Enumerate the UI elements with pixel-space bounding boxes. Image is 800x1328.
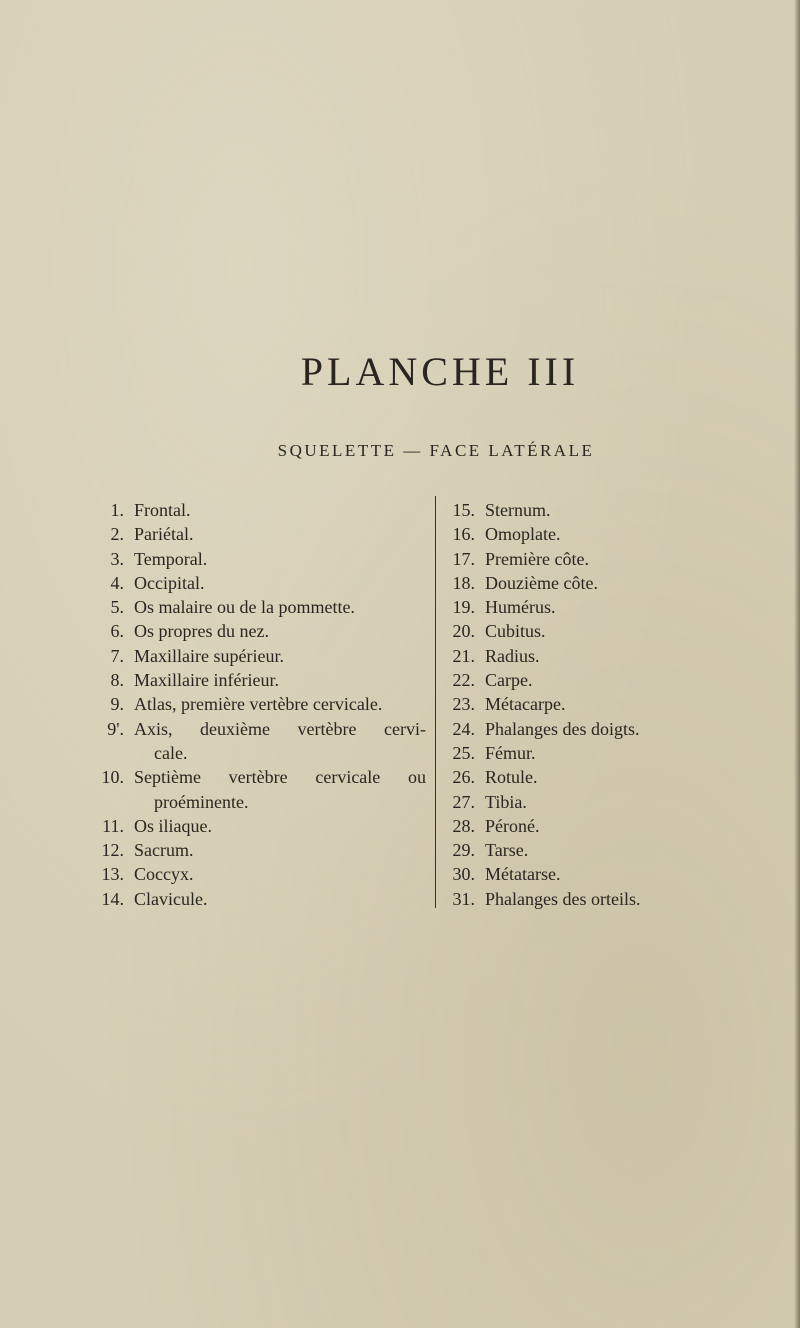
entry-label: Frontal. bbox=[134, 500, 191, 520]
entry-number: 9'. bbox=[107, 718, 124, 739]
entry-label: Omoplate. bbox=[485, 524, 561, 545]
entry-number: 17. bbox=[452, 548, 475, 569]
legend-entry bbox=[440, 668, 770, 692]
entry-label: Douzième côte. bbox=[485, 572, 598, 593]
entry-label: Os propres du nez. bbox=[134, 621, 269, 642]
plate-subtitle: SQUELETTE — FACE LATÉRALE bbox=[277, 441, 595, 460]
legend-entry bbox=[96, 862, 426, 886]
entry-number: 30. bbox=[452, 864, 475, 885]
entry-label: Clavicule. bbox=[134, 888, 208, 909]
plate-title: PLANCHE III bbox=[300, 349, 580, 394]
entry-label: Tibia. bbox=[485, 791, 527, 812]
legend-entry bbox=[96, 571, 426, 595]
entry-label: Tarse. bbox=[485, 840, 529, 861]
page-edge-shadow bbox=[794, 0, 800, 1328]
legend-left-column bbox=[96, 498, 426, 911]
entry-label: Sternum. bbox=[485, 500, 551, 520]
legend-entry bbox=[440, 692, 770, 716]
entry-label: Temporal. bbox=[134, 548, 208, 569]
entry-number: 2. bbox=[110, 524, 124, 545]
entry-number: 26. bbox=[452, 767, 475, 788]
legend-right-column bbox=[440, 498, 770, 911]
legend-entry bbox=[96, 814, 426, 838]
legend-entry bbox=[96, 717, 426, 766]
legend-entry bbox=[440, 765, 770, 789]
entry-number: 12. bbox=[101, 840, 124, 861]
entry-number: 15. bbox=[452, 500, 475, 520]
entry-number: 1. bbox=[110, 500, 124, 520]
entry-label: Carpe. bbox=[485, 670, 533, 691]
entry-label: Os iliaque. bbox=[134, 815, 212, 836]
entry-number: 8. bbox=[110, 670, 124, 691]
legend-entry bbox=[440, 741, 770, 765]
entry-label: Radius. bbox=[485, 645, 540, 666]
entry-label: Humérus. bbox=[485, 597, 556, 618]
entry-label: Coccyx. bbox=[134, 864, 194, 885]
legend-entry bbox=[96, 547, 426, 571]
entry-number: 6. bbox=[110, 621, 124, 642]
entry-number: 24. bbox=[452, 718, 475, 739]
legend-entry bbox=[440, 814, 770, 838]
entry-label: Rotule. bbox=[485, 767, 538, 788]
entry-label: Os malaire ou de la pommette. bbox=[134, 597, 355, 618]
legend-entry bbox=[440, 547, 770, 571]
legend-entry bbox=[96, 765, 426, 814]
legend-entry bbox=[96, 838, 426, 862]
legend-entry bbox=[440, 838, 770, 862]
entry-label: Atlas, première vertèbre cervicale. bbox=[134, 694, 383, 715]
legend-entry bbox=[96, 619, 426, 643]
legend-entry bbox=[96, 668, 426, 692]
entry-number: 3. bbox=[110, 548, 124, 569]
entry-number: 27. bbox=[452, 791, 475, 812]
entry-number: 28. bbox=[452, 815, 475, 836]
entry-label: Cubitus. bbox=[485, 621, 546, 642]
legend-entry bbox=[96, 595, 426, 619]
entry-number: 23. bbox=[452, 694, 475, 715]
legend-entry bbox=[440, 571, 770, 595]
entry-number: 19. bbox=[452, 597, 475, 618]
entry-number: 20. bbox=[452, 621, 475, 642]
entry-number: 9. bbox=[110, 694, 124, 715]
entry-number: 14. bbox=[101, 888, 124, 909]
entry-number: 25. bbox=[452, 742, 475, 763]
entry-number: 11. bbox=[102, 815, 124, 836]
column-divider bbox=[435, 496, 436, 908]
entry-number: 4. bbox=[110, 572, 124, 593]
legend-entry bbox=[440, 887, 770, 911]
entry-number: 21. bbox=[452, 645, 475, 666]
legend-entry bbox=[96, 522, 426, 546]
legend-entry bbox=[440, 790, 770, 814]
legend-entry bbox=[96, 692, 426, 716]
entry-number: 31. bbox=[452, 888, 475, 909]
entry-label: Maxillaire inférieur. bbox=[134, 670, 279, 691]
entry-label: Septième vertèbre cervicale ou bbox=[134, 767, 426, 788]
entry-number: 18. bbox=[452, 572, 475, 593]
entry-label: Péroné. bbox=[485, 815, 540, 836]
legend-entry bbox=[96, 644, 426, 668]
entry-label-continuation: cale. bbox=[154, 742, 188, 763]
legend-entry bbox=[440, 522, 770, 546]
entry-number: 29. bbox=[452, 840, 475, 861]
entry-number: 5. bbox=[110, 597, 124, 618]
legend-entry bbox=[96, 498, 426, 522]
legend-entry bbox=[440, 595, 770, 619]
entry-label: Phalanges des doigts. bbox=[485, 718, 640, 739]
entry-number: 10. bbox=[101, 767, 124, 788]
legend-entry bbox=[440, 862, 770, 886]
entry-label: Métatarse. bbox=[485, 864, 561, 885]
entry-label-continuation: proéminente. bbox=[154, 791, 249, 812]
legend-entry bbox=[440, 644, 770, 668]
entry-label: Première côte. bbox=[485, 548, 589, 569]
entry-number: 13. bbox=[101, 864, 124, 885]
entry-label: Fémur. bbox=[485, 742, 536, 763]
legend-entry bbox=[440, 717, 770, 741]
legend-entry bbox=[440, 619, 770, 643]
entry-label: Métacarpe. bbox=[485, 694, 566, 715]
legend-entry bbox=[96, 887, 426, 911]
entry-label: Sacrum. bbox=[134, 840, 194, 861]
entry-label: Maxillaire supérieur. bbox=[134, 645, 284, 666]
legend-entry bbox=[440, 498, 770, 522]
entry-number: 22. bbox=[452, 670, 475, 691]
entry-label: Occipital. bbox=[134, 572, 205, 593]
entry-label: Phalanges des orteils. bbox=[485, 888, 641, 909]
entry-number: 16. bbox=[452, 524, 475, 545]
entry-label: Pariétal. bbox=[134, 524, 194, 545]
entry-label: Axis, deuxième vertèbre cervi- bbox=[134, 718, 426, 739]
entry-number: 7. bbox=[110, 645, 124, 666]
